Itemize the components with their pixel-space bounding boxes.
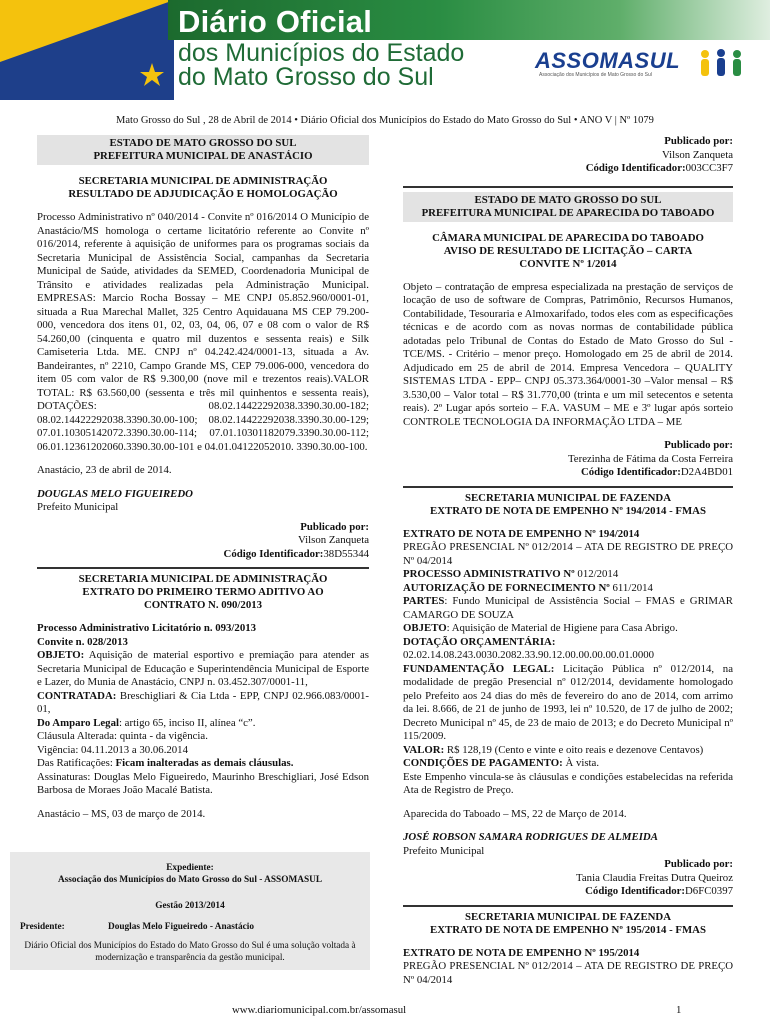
processo-line [403, 568, 733, 582]
state-flag-icon [0, 0, 174, 100]
vinculo-line: Este Empenho vincula-se às cláusulas e condições estabelecidas na referida Ata de Registro de Preço. [403, 770, 733, 796]
condicoes-line [403, 757, 733, 771]
right-column [403, 135, 733, 987]
value: 611/2014 [609, 581, 653, 594]
dotacao-label: DOTAÇÃO ORÇAMENTÁRIA: [403, 635, 556, 648]
expediente-box [10, 852, 370, 970]
label: OBJETO: [37, 649, 85, 661]
masthead-subtitle-2: do Mato Grosso do Sul [178, 63, 434, 91]
resultado-date: Anastácio, 23 de abril de 2014. [37, 464, 172, 476]
value: Aquisição de material esportivo e premiação para atender as Secretaria Municipal de Educação e Superintendência Municipal de Esporte e Lazer, do Munia de Anastácio, CNPJ n. 03.452.307/0001-11, [37, 649, 369, 688]
published-by-label: Publicado por: [664, 135, 733, 147]
value: Licitação Pública nº 012/2014, na modalidade de pregão Presencial nº 012/2014, devidamente homologado pelo Prefeito aos 24 dias do mês de fevereiro do ano de 2014, com arrimo da lei. 8.666, de 21 de junho de 1993, lei nº 10.520, de 17 de julho de 2002; Decreto Municipal nº 45, de 23 de maio de 2013; e do Decreto Municipal nº 115/2009. [403, 662, 734, 742]
signer-name: DOUGLAS MELO FIGUEIREDO [37, 487, 193, 500]
published-by-name: Terezinha de Fátima da Costa Ferreira [567, 452, 733, 465]
signer-role: Prefeito Municipal [37, 501, 119, 513]
logo-text: ASSOMASUL [535, 48, 681, 73]
process-number: Processo Administrativo Licitatório n. 093/2013 [37, 622, 257, 634]
identifier-code [37, 548, 369, 562]
code-value: D2A4BD01 [680, 466, 733, 478]
clausula-line: Cláusula Alterada: quinta - da vigência. [37, 730, 208, 742]
people-icon [695, 48, 751, 83]
running-header: Mato Grosso do Sul , 28 de Abril de 2014 • Diário Oficial dos Municípios do Estado do Mato Grosso do Sul • ANO V | Nº 1079 [116, 115, 654, 126]
published-by-name: Vilson Zanqueta [661, 148, 733, 161]
section-header-anastacio [37, 135, 369, 165]
title-line: RESULTADO DE ADJUDICAÇÃO E HOMOLOGAÇÃO [68, 188, 338, 200]
title-line: SECRETARIA MUNICIPAL DE ADMINISTRAÇÃO [78, 573, 328, 585]
masthead-subtitle-1: dos Municípios do Estado [178, 39, 465, 67]
label: CONTRATADA: [37, 689, 117, 702]
masthead-title: Diário Oficial [178, 4, 373, 39]
pregao-line: PREGÃO PRESENCIAL Nº 012/2014 – ATA DE REGISTRO DE PREÇO Nº 04/2014 [403, 960, 733, 986]
label: CONDIÇÕES DE PAGAMENTO: [403, 757, 563, 769]
left-column [37, 135, 369, 821]
value: R$ 128,19 (Cento e vinte e oito reais e dezenove Centavos) [444, 743, 704, 756]
label: AUTORIZAÇÃO DE FORNECIMENTO Nº [403, 581, 610, 594]
title-line: CÂMARA MUNICIPAL DE APARECIDA DO TABOADO [432, 231, 704, 244]
president-label: Presidente: [20, 922, 65, 932]
autorizacao-line [403, 582, 733, 596]
header-prefeitura: PREFEITURA MUNICIPAL DE ANASTÁCIO [93, 150, 313, 162]
label: Do Amparo Legal [37, 716, 119, 729]
section-title [37, 175, 369, 201]
identifier-code [403, 466, 733, 480]
signer-role: Prefeito Municipal [403, 844, 485, 857]
footer-url-link[interactable]: www.diariomunicipal.com.br/assomasul [232, 1004, 407, 1016]
expediente-label: Expediente: [166, 863, 214, 873]
resultado-body: Processo Administrativo nº 040/2014 - Convite nº 016/2014 O Município de Anastácio/MS homologa o certame licitatório referente ao Convite nº 016/2014, referente à aquisição de uniformes para os programas sociais da Secretaria Municipal de Assistência Social, campanhas da Secretaria Municipal de Saúde, atividades da SEMED, Coordenadoria Municipal de Trânsito e atividades realizadas pela Administração Municipal. EMPRESAS: Marcio Rocha Bossay – ME CNPJ 05.852.960/0001-01, situada a Rua Marechal Mallet, 325 Centro Aquidauana MS CEP 79.200-000, vencedora dos itens 01, 02, 03, 04, 06, 07 e 08 com o valor de R$ 54.260,00 (cinquenta e quatro mil duzentos e sessenta reais) e Silk Camiseteria Ltda. ME. CNPJ nº 04.242.424/0001-13, situada a Av. Bandeirantes, nº 2210, Campo Grande MS, CEP 79.006-000, vencedora do item 05 com valor de R$ 9.300,00 (nove mil e trezentos reais).VALOR TOTAL: R$ 63.560,00 (sessenta e três mil quinhentos e sessenta reais), DOTAÇÕES: 08.02.14422292038.3390.30.00-182; 08.02.14422292038.3390.30.00-100; 08.02.14422292038.3390.30.00-129; 07.01.10305142072.3390.30.00-114; 07.01.10301182079.3390.30.00-112; 06.01.12361202060.3390.30.00-101 e 04.01.04122052010. 3390.30.00-100. [37, 211, 369, 453]
contratada-line [37, 690, 369, 717]
expediente-gestao: Gestão 2013/2014 [155, 901, 225, 911]
dotacao-value: 02.02.14.08.243.0030.2082.33.90.12.00.00.00.00.01.0000 [403, 649, 655, 661]
title-line: EXTRATO DE NOTA DE EMPENHO Nº 195/2014 - FMAS [430, 923, 706, 936]
value: : Aquisição de Material de Higiene para Casa Abrigo. [446, 622, 678, 634]
president-name: Douglas Melo Figueiredo - Anastácio [108, 922, 254, 932]
identifier-code [403, 885, 733, 899]
header-prefeitura: PREFEITURA MUNICIPAL DE APARECIDA DO TABOADO [421, 206, 715, 219]
extrato-number: EXTRATO DE NOTA DE EMPENHO Nº 195/2014 [403, 946, 640, 959]
signer-name: JOSÉ ROBSON SAMARA RODRIGUES DE ALMEIDA [403, 831, 658, 843]
assinaturas-line: Assinaturas: Douglas Melo Figueiredo, Maurinho Breschigliari, José Edson Barbosa de Moraes João Macalé Batista. [37, 770, 369, 796]
value: À vista. [562, 757, 600, 769]
title-line: EXTRATO DE NOTA DE EMPENHO Nº 194/2014 - FMAS [430, 504, 706, 517]
value: : Fundo Municipal de Assistência Social – FMAS e GRIMAR CAMARGO DE SOUZA [403, 595, 733, 621]
title-line: CONTRATO N. 090/2013 [143, 599, 263, 611]
section-title [403, 492, 733, 518]
label: Das Ratificações: [37, 757, 116, 769]
title-line: CONVITE Nº 1/2014 [519, 257, 617, 270]
section-title [403, 911, 733, 937]
section-title [403, 232, 733, 271]
pregao-line: PREGÃO PRESENCIAL Nº 012/2014 – ATA DE REGISTRO DE PREÇO Nº 04/2014 [403, 541, 733, 567]
expediente-org: Associação dos Municípios do Mato Grosso do Sul - ASSOMASUL [57, 875, 323, 885]
objeto-line [37, 649, 369, 690]
fundamentacao-line [403, 663, 733, 744]
published-by-name: Tania Claudia Freitas Dutra Queiroz [576, 871, 733, 884]
title-line: SECRETARIA MUNICIPAL DE FAZENDA [464, 910, 672, 923]
identifier-code [403, 162, 733, 176]
page-number: 1 [676, 1004, 682, 1016]
section-title [37, 573, 369, 612]
title-line: SECRETARIA MUNICIPAL DE FAZENDA [464, 491, 672, 504]
partes-line [403, 595, 733, 622]
valor-line [403, 744, 733, 758]
amparo-line [37, 717, 369, 731]
vigencia-line: Vigência: 04.11.2013 a 30.06.2014 [37, 743, 188, 756]
code-label: Código Identificador: [585, 885, 685, 897]
header-state: ESTADO DE MATO GROSSO DO SUL [474, 193, 662, 206]
code-label: Código Identificador: [223, 547, 324, 560]
code-label: Código Identificador: [585, 162, 686, 174]
code-value: D6FC0397 [685, 885, 733, 897]
code-value: 38D55344 [323, 547, 369, 560]
published-by-label: Publicado por: [664, 858, 733, 870]
ratificacoes-line [37, 757, 369, 771]
value: Ficam inalteradas as demais cláusulas. [115, 757, 294, 769]
empenho-date: Aparecida do Taboado – MS, 22 de Março de 2014. [403, 807, 627, 820]
extrato-number: EXTRATO DE NOTA DE EMPENHO Nº 194/2014 [403, 527, 640, 540]
published-by-label: Publicado por: [300, 520, 369, 533]
convite-number: Convite n. 028/2013 [37, 635, 128, 648]
header-state: ESTADO DE MATO GROSSO DO SUL [109, 137, 297, 149]
label: FUNDAMENTAÇÃO LEGAL: [403, 662, 555, 675]
label: VALOR: [403, 743, 445, 756]
logo-tagline: Associação dos Municípios de Mato Grosso do Sul [539, 72, 652, 78]
aviso-body: Objeto – contratação de empresa especializada na prestação de serviços de locação de uso de software de Compras, Patrimônio, Recursos Humanos, Contabilidade, Tesouraria e Almoxarifado, todos eles com as especificações técnicas e de acordo com as novas normas de contabilidade pública adotadas pelo Tribunal de Contas do Estado de Mato Grosso do Sul -TCE/MS. - Critério – menor preço. Homologado em 25 de abril de 2014. Adjudicado em 25 de abril de 2014. Empresa Vencedora – QUALITY SISTEMAS LTDA - EPP– CNPJ 05.373.364/0001-30 –Valor mensal – R$ 3.530,00 – Valor total – R$ 31.770,00 (trinta e um mil setecentos e setenta reais). 2º Lugar após sorteio – F.A. VASUM – ME e 3º lugar após sorteio CONTROLE TECNOLOGIA DA INFORMAÇÃO LTDA – ME [403, 280, 733, 428]
label: PROCESSO ADMINISTRATIVO Nº [403, 568, 575, 580]
label: PARTES [403, 595, 445, 607]
title-line: AVISO DE RESULTADO DE LICITAÇÃO – CARTA [443, 244, 693, 257]
value: Breschigliari & Cia Ltda - EPP, CNPJ 02.966.083/0001-01, [37, 689, 369, 715]
contract-date: Anastácio – MS, 03 de março de 2014. [37, 807, 206, 820]
code-label: Código Identificador: [580, 466, 681, 478]
label: OBJETO [403, 622, 447, 634]
expediente-text: Diário Oficial dos Municípios do Estado do Mato Grosso do Sul é uma solução voltada à modernização e transparência da gestão municipal. [24, 941, 356, 963]
published-by-label: Publicado por: [664, 439, 733, 451]
value: 012/2014 [574, 568, 619, 580]
title-line: EXTRATO DO PRIMEIRO TERMO ADITIVO AO [82, 586, 324, 598]
code-value: 003CC3F7 [685, 162, 733, 174]
published-by-name: Vilson Zanqueta [297, 534, 369, 546]
assomasul-logo [535, 48, 755, 80]
masthead [0, 0, 770, 100]
title-line: SECRETARIA MUNICIPAL DE ADMINISTRAÇÃO [78, 175, 328, 187]
value: : artigo 65, inciso II, alínea “c”. [118, 716, 256, 729]
objeto-line [403, 622, 733, 636]
section-header-aparecida [403, 192, 733, 222]
